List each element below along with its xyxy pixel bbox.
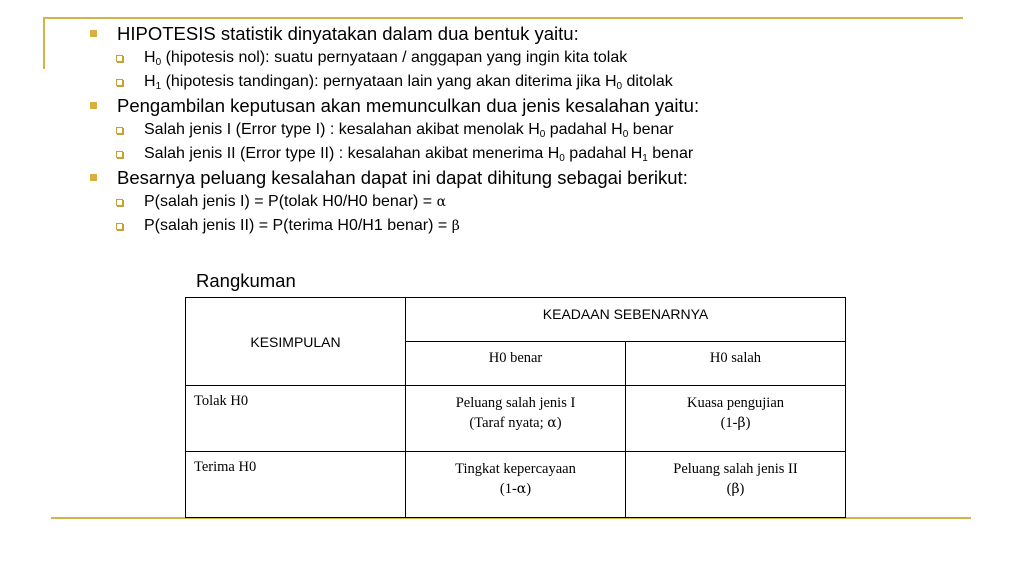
row-label-tolak-h0: Tolak H0 [186,386,406,452]
header-h0-salah: H0 salah [626,342,846,386]
square-bullet-icon [90,30,97,37]
summary-table [185,297,846,518]
hollow-square-bullet-icon [116,55,123,62]
header-kesimpulan: KESIMPULAN [186,298,406,386]
cell-tingkat-kepercayaan: Tingkat kepercayaan (1-α) [406,452,626,518]
cell-peluang-salah-jenis-1: Peluang salah jenis I (Taraf nyata; α) [406,386,626,452]
alpha-symbol: α [516,481,527,497]
sub-bullet-alpha: P(salah jenis I) = P(tolak H0/H0 benar) = α [90,190,990,214]
hollow-square-bullet-icon [116,199,123,206]
cell-kuasa-pengujian: Kuasa pengujian (1-β) [626,386,846,452]
header-h0-benar: H0 benar [406,342,626,386]
bullet-keputusan: Pengambilan keputusan akan memunculkan dua jenis kesalahan yaitu: [90,94,990,118]
table-caption: Rangkuman [196,270,296,291]
hollow-square-bullet-icon [116,223,123,230]
sub-bullet-h1: $H_1$ (hipotesis tandingan): pernyataan lain yang akan diterima jika $H_0$ ditolak [90,70,990,94]
left-rule [43,17,45,69]
beta-symbol: β [737,415,746,431]
square-bullet-icon [90,102,97,109]
sub-bullet-error-type-1: Salah jenis I (Error type I) : kesalahan akibat menolak $H_0$ padahal $H_0$ benar [90,118,990,142]
header-keadaan-sebenarnya: KEADAAN SEBENARNYA [406,298,846,342]
beta-symbol: β [451,218,460,234]
cell-peluang-salah-jenis-2: Peluang salah jenis II (β) [626,452,846,518]
beta-symbol: β [731,481,740,497]
sub-bullet-beta: P(salah jenis II) = P(terima H0/H1 benar) = β [90,214,990,238]
hollow-square-bullet-icon [116,151,123,158]
hollow-square-bullet-icon [116,127,123,134]
square-bullet-icon [90,174,97,181]
bullet-list [90,22,990,238]
row-label-terima-h0: Terima H0 [186,452,406,518]
alpha-symbol: α [436,194,447,210]
hollow-square-bullet-icon [116,79,123,86]
sub-bullet-error-type-2: Salah jenis II (Error type II) : kesalahan akibat menerima $H_0$ padahal $H_1$ benar [90,142,990,166]
bullet-peluang: Besarnya peluang kesalahan dapat ini dapat dihitung sebagai berikut: [90,166,990,190]
top-rule [43,17,963,19]
alpha-symbol: α [547,415,557,431]
bullet-hipotesis: HIPOTESIS statistik dinyatakan dalam dua bentuk yaitu: [90,22,990,46]
sub-bullet-h0: $H_0$ (hipotesis nol): suatu pernyataan / anggapan yang ingin kita tolak [90,46,990,70]
